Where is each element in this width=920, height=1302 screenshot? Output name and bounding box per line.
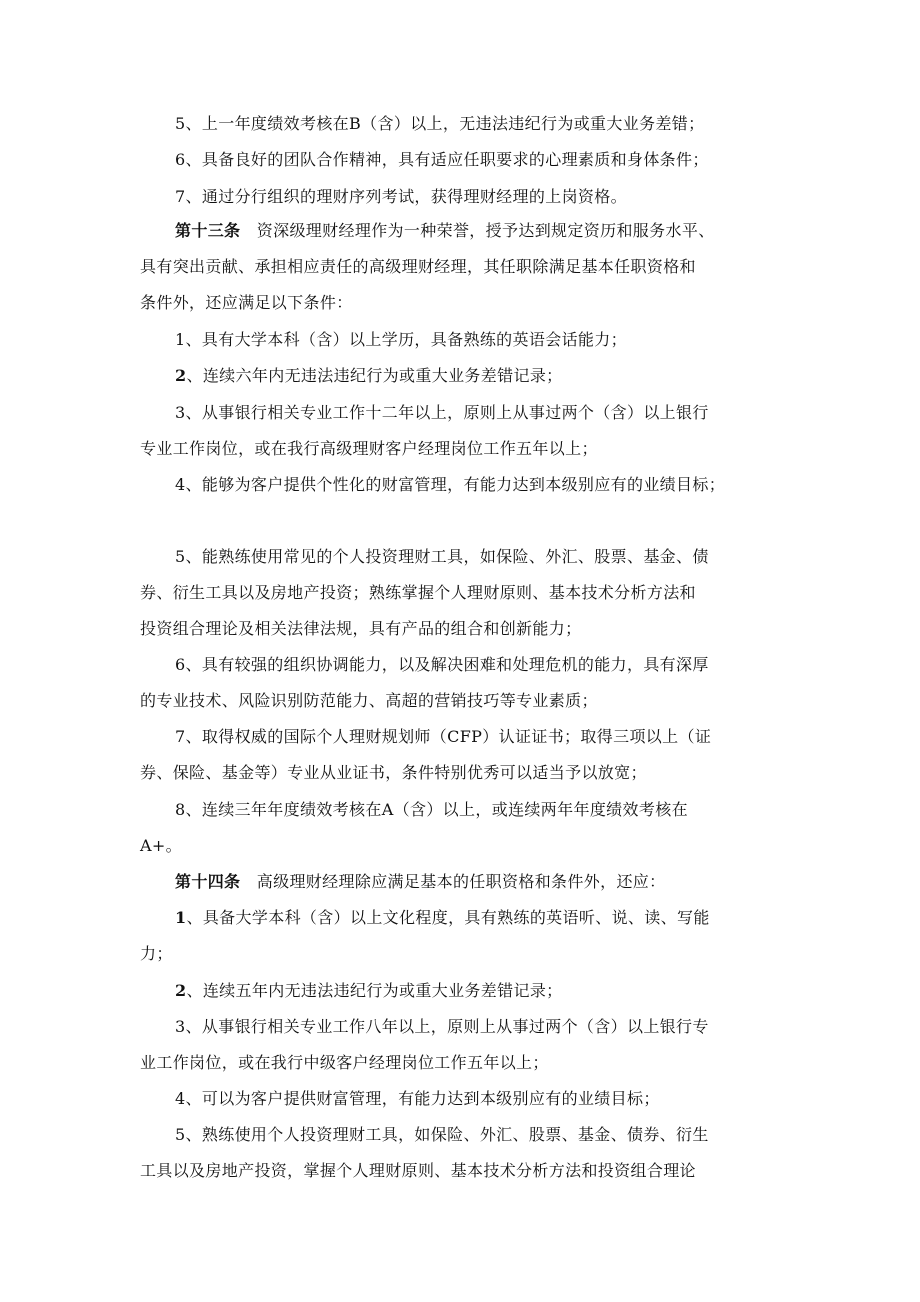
paragraph-line: 的专业技术、风险识别防范能力、高超的营销技巧等专业素质； (140, 691, 598, 710)
paragraph-line: 条件外，还应满足以下条件： (140, 293, 353, 312)
paragraph-line: 投资组合理论及相关法律法规，具有产品的组合和创新能力； (140, 619, 582, 638)
paragraph-line: 3、从事银行相关专业工作八年以上，原则上从事过两个（含）以上银行专 (175, 1017, 709, 1036)
paragraph-line: 1、具有大学本科（含）以上学历，具备熟练的英语会话能力； (175, 330, 627, 349)
paragraph-line: 6、具有较强的组织协调能力，以及解决困难和处理危机的能力，具有深厚 (175, 655, 709, 674)
article-heading-line: 第十四条 高级理财经理除应满足基本的任职资格和条件外，还应： (175, 872, 666, 891)
paragraph-line: 5、熟练使用个人投资理财工具，如保险、外汇、股票、基金、债券、衍生 (175, 1125, 709, 1144)
item-number: 2 (175, 981, 187, 1000)
article-number: 第十四条 (175, 872, 241, 891)
article-heading-line: 第十三条 资深级理财经理作为一种荣誉，授予达到规定资历和服务水平、 (175, 221, 715, 240)
paragraph-line: 券、保险、基金等）专业从业证书，条件特别优秀可以适当予以放宽； (140, 763, 647, 782)
paragraph-line: 1、具备大学本科（含）以上文化程度，具有熟练的英语听、说、读、写能 (175, 908, 710, 927)
paragraph-line: 6、具备良好的团队合作精神，具有适应任职要求的心理素质和身体条件； (175, 150, 709, 169)
item-number: 2 (175, 366, 187, 385)
paragraph-line: 券、衍生工具以及房地产投资；熟练掌握个人理财原则、基本技术分析方法和 (140, 583, 696, 602)
paragraph-line: A+。 (140, 836, 183, 855)
paragraph-line: 4、能够为客户提供个性化的财富管理，有能力达到本级别应有的业绩目标； (175, 475, 726, 494)
paragraph-line: 5、上一年度绩效考核在B（含）以上，无违法违纪行为或重大业务差错； (175, 114, 705, 133)
paragraph-line: 7、通过分行组织的理财序列考试，获得理财经理的上岗资格。 (175, 187, 627, 206)
paragraph-line: 力； (140, 944, 173, 963)
paragraph-line: 7、取得权威的国际个人理财规划师（CFP）认证证书；取得三项以上（证 (175, 727, 712, 746)
item-number: 1 (175, 908, 187, 927)
paragraph-line: 专业工作岗位，或在我行高级理财客户经理岗位工作五年以上； (140, 439, 598, 458)
paragraph-line: 2、连续五年内无违法违纪行为或重大业务差错记录； (175, 981, 563, 1000)
paragraph-line: 8、连续三年年度绩效考核在A（含）以上，或连续两年年度绩效考核在 (175, 800, 688, 819)
paragraph-line: 工具以及房地产投资，掌握个人理财原则、基本技术分析方法和投资组合理论 (140, 1161, 696, 1180)
paragraph-line: 具有突出贡献、承担相应责任的高级理财经理，其任职除满足基本任职资格和 (140, 257, 696, 276)
article-number: 第十三条 (175, 221, 241, 240)
paragraph-line: 5、能熟练使用常见的个人投资理财工具，如保险、外汇、股票、基金、债 (175, 547, 709, 566)
paragraph-line: 4、可以为客户提供财富管理，有能力达到本级别应有的业绩目标； (175, 1089, 660, 1108)
paragraph-line: 3、从事银行相关专业工作十二年以上，原则上从事过两个（含）以上银行 (175, 403, 709, 422)
paragraph-line: 业工作岗位，或在我行中级客户经理岗位工作五年以上； (140, 1053, 549, 1072)
paragraph-line: 2、连续六年内无违法违纪行为或重大业务差错记录； (175, 366, 563, 385)
